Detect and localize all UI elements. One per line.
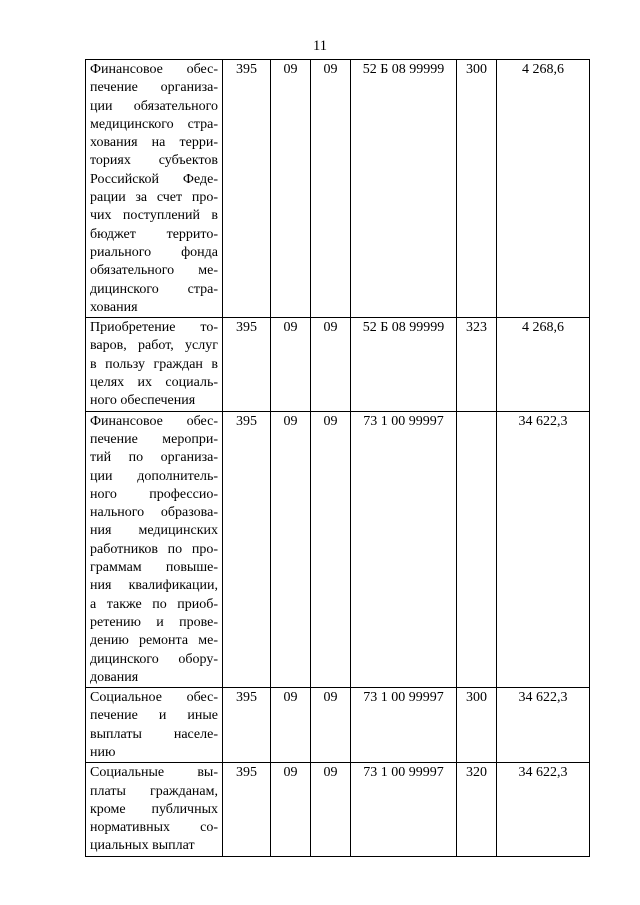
expense-name-line: нального образова- [90, 505, 218, 521]
expense-name-line: а также по приоб- [90, 596, 218, 612]
target-article-cell: 73 1 00 99997 [351, 688, 457, 763]
expense-name-line: нию [90, 744, 116, 760]
expense-name-line: хования [90, 299, 138, 315]
ministry-code-cell: 395 [223, 318, 271, 411]
expense-name-line: бюджет террито- [90, 226, 218, 242]
expense-name-line: ного обеспечения [90, 393, 196, 409]
expense-name-line: циальных выплат [90, 838, 195, 854]
ministry-code-cell: 395 [223, 411, 271, 687]
expense-name-line: хования на терри- [90, 135, 218, 151]
expense-name-line: печение организа- [90, 80, 218, 96]
budget-table [85, 59, 590, 857]
subsection-code-cell: 09 [311, 318, 351, 411]
table-row [86, 60, 590, 318]
expense-name-line: медицинского стра- [90, 116, 218, 132]
section-code-cell: 09 [271, 763, 311, 856]
section-code-cell: 09 [271, 318, 311, 411]
expense-type-cell [457, 411, 497, 687]
expense-name-cell [86, 411, 223, 687]
amount-cell: 34 622,3 [497, 688, 590, 763]
amount-cell: 34 622,3 [497, 763, 590, 856]
expense-name-line: печение меропри- [90, 431, 218, 447]
subsection-code-cell: 09 [311, 688, 351, 763]
expense-name-line: варов, работ, услуг [90, 338, 218, 354]
expense-name-line: Приобретение то- [90, 320, 218, 336]
expense-name-line: ториях субъектов [90, 153, 218, 169]
expense-name-line: дования [90, 669, 139, 685]
expense-name-line: обязательного ме- [90, 263, 218, 279]
table-row [86, 763, 590, 856]
expense-type-cell: 300 [457, 60, 497, 318]
ministry-code-cell: 395 [223, 688, 271, 763]
amount-cell: 34 622,3 [497, 411, 590, 687]
expense-name-line: дицинского стра- [90, 281, 218, 297]
expense-name-cell [86, 763, 223, 856]
table-row [86, 411, 590, 687]
expense-name-line: ретению и прове- [90, 614, 218, 630]
amount-cell: 4 268,6 [497, 60, 590, 318]
expense-name-line: Российской Феде- [90, 171, 218, 187]
table-row [86, 318, 590, 411]
subsection-code-cell: 09 [311, 411, 351, 687]
expense-type-cell: 300 [457, 688, 497, 763]
expense-name-line: ния квалификации, [90, 578, 218, 594]
page-number: 11 [313, 38, 327, 54]
expense-name-line: кроме публичных [90, 801, 218, 817]
expense-name-line: рации за счет про- [90, 190, 218, 206]
expense-name-line: в пользу граждан в [90, 356, 218, 372]
section-code-cell: 09 [271, 411, 311, 687]
target-article-cell: 73 1 00 99997 [351, 411, 457, 687]
expense-name-line: ции дополнитель- [90, 468, 218, 484]
subsection-code-cell: 09 [311, 763, 351, 856]
target-article-cell: 52 Б 08 99999 [351, 318, 457, 411]
expense-name-line: печение и иные [90, 708, 218, 724]
target-article-cell: 73 1 00 99997 [351, 763, 457, 856]
expense-type-cell: 320 [457, 763, 497, 856]
section-code-cell: 09 [271, 688, 311, 763]
expense-name-line: Социальное обес- [90, 690, 218, 706]
expense-name-cell [86, 688, 223, 763]
expense-name-line: платы гражданам, [90, 783, 218, 799]
expense-name-line: ного профессио- [90, 486, 218, 502]
expense-name-line: дицинского обору- [90, 651, 218, 667]
expense-name-cell [86, 60, 223, 318]
table-body [86, 60, 590, 857]
ministry-code-cell: 395 [223, 60, 271, 318]
table-row [86, 688, 590, 763]
expense-name-line: чих поступлений в [90, 208, 218, 224]
expense-name-line: дению ремонта ме- [90, 633, 218, 649]
section-code-cell: 09 [271, 60, 311, 318]
expense-name-cell [86, 318, 223, 411]
expense-name-line: нормативных со- [90, 820, 218, 836]
expense-name-line: работников по про- [90, 541, 218, 557]
expense-name-line: граммам повыше- [90, 560, 218, 576]
target-article-cell: 52 Б 08 99999 [351, 60, 457, 318]
expense-name-line: Финансовое обес- [90, 413, 218, 429]
subsection-code-cell: 09 [311, 60, 351, 318]
expense-name-line: Социальные вы- [90, 765, 218, 781]
expense-name-line: риального фонда [90, 244, 218, 260]
ministry-code-cell: 395 [223, 763, 271, 856]
expense-name-line: тий по организа- [90, 450, 218, 466]
expense-name-line: Финансовое обес- [90, 62, 218, 77]
expense-name-line: выплаты населе- [90, 726, 218, 742]
expense-name-line: ции обязательного [90, 98, 218, 114]
expense-type-cell: 323 [457, 318, 497, 411]
amount-cell: 4 268,6 [497, 318, 590, 411]
expense-name-line: ния медицинских [90, 523, 218, 539]
expense-name-line: целях их социаль- [90, 375, 218, 391]
